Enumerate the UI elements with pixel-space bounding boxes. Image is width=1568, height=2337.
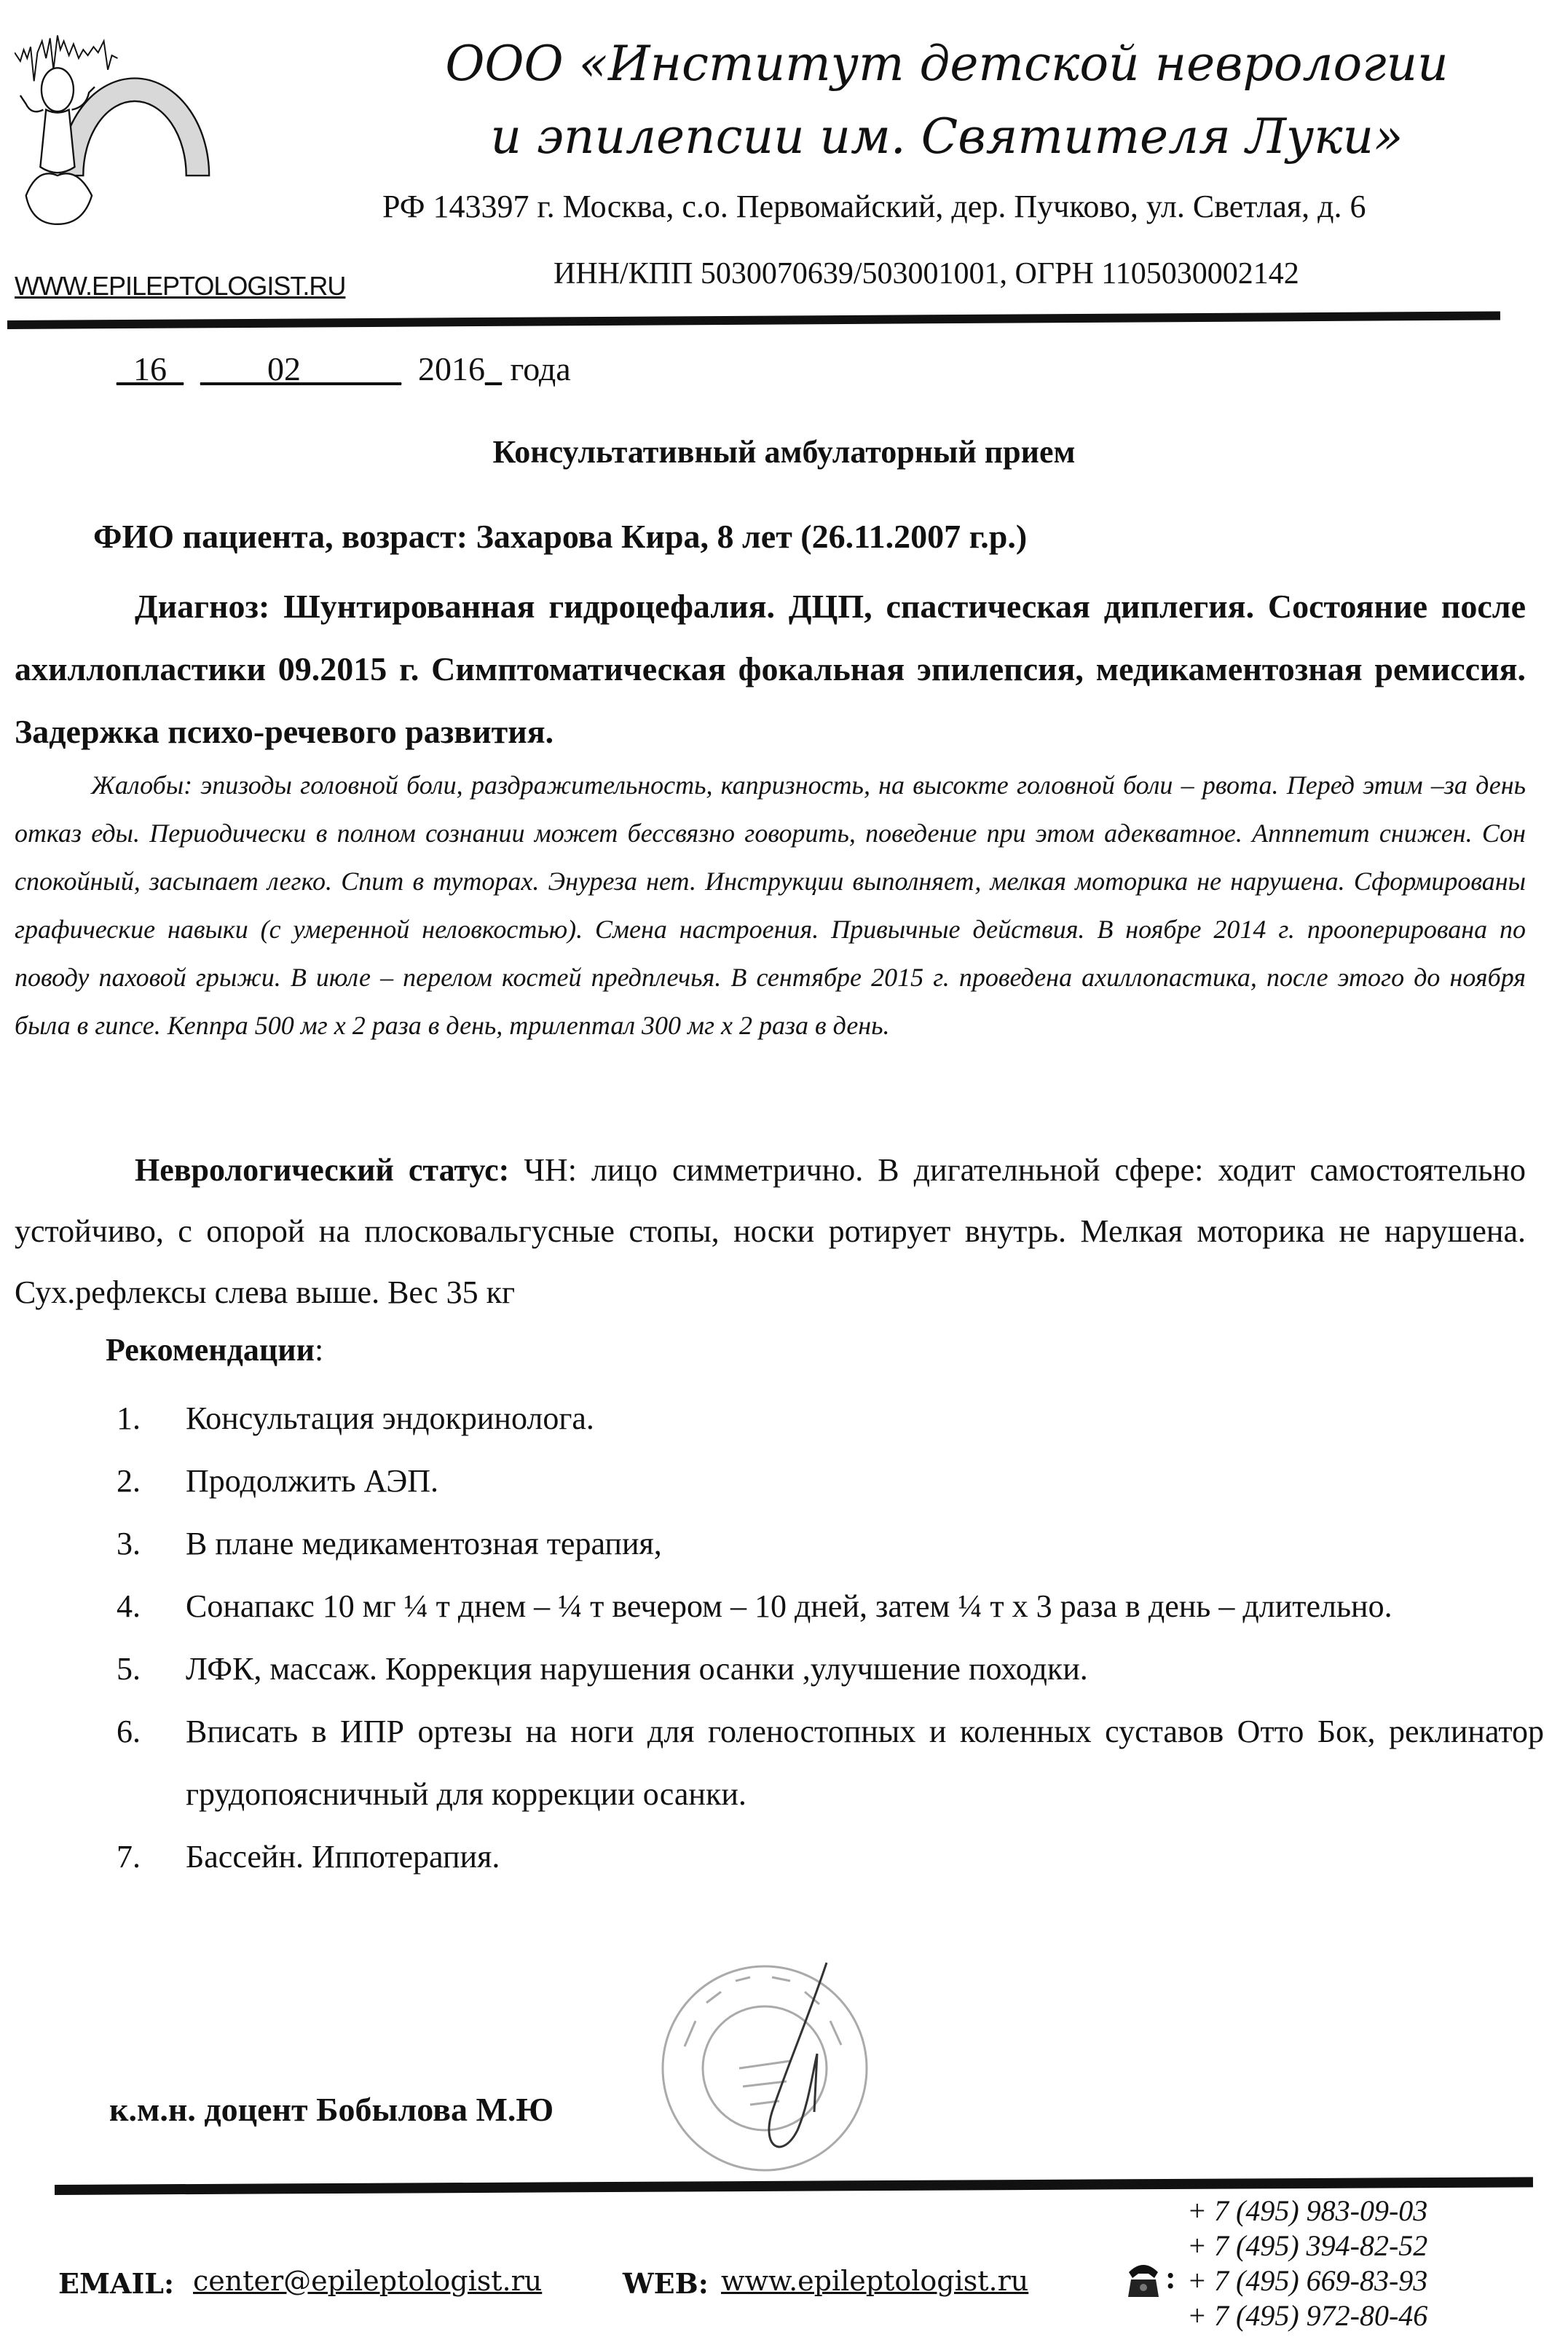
phone-number[interactable]: + 7 (495) 669-83-93: [1187, 2264, 1428, 2297]
recommendation-number: 6.: [117, 1714, 141, 1749]
recommendation-text: В плане медикаментозная терапия,: [186, 1526, 662, 1561]
doctor-stamp: [655, 1959, 874, 2178]
complaints: Жалобы: эпизоды головной боли, раздражительность, капризность, на высокте головной боли – рвота. Перед этим –за день отказ еды. Периодически в полном сознании может бессвязно говорить, поведение при этом адекватное. Апппетит снижен. Сон спокойный, засыпает легко. Спит в туторах. Энуреза нет. Инструкции выполняет, мелкая моторика не нарушена. Сформированы графические навыки (с умеренной неловкостью). Смена настроения. Привычные действия. В ноябре 2014 г. прооперирована по поводу паховой грыжи. В июле – перелом костей предплечья. В сентябре 2015 г. проведена ахиллопастика, после этого до ноября была в гипсе. Кеппра 500 мг х 2 раза в день, трилептал 300 мг х 2 раза в день.: [15, 771, 1526, 1040]
recommendation-number: 5.: [117, 1651, 141, 1687]
recommendation-item: [117, 1387, 1544, 1450]
recommendation-text: Сонапакс 10 мг ¼ т днем – ¼ т вечером – 10 дней, затем ¼ т х 3 раза в день – длительно.: [186, 1588, 1392, 1624]
recommendation-text: Консультация эндокринолога.: [186, 1400, 594, 1436]
recommendation-item: [117, 1513, 1544, 1575]
date-day: 16: [133, 350, 167, 387]
recommendations-heading: [106, 1331, 323, 1368]
recommendation-number: 2.: [117, 1463, 141, 1499]
diagnosis: [15, 575, 1526, 763]
neurological-status: [15, 1140, 1526, 1323]
organization-name: [350, 28, 1544, 173]
recommendation-item: [117, 1575, 1544, 1638]
address: РФ 143397 г. Москва, с.о. Первомайский, дер. Пучково, ул. Светлая, д. 6: [382, 189, 1366, 224]
header-divider: [7, 311, 1500, 329]
recommendations-list: [117, 1387, 1544, 1888]
date-year: 2016: [418, 350, 485, 387]
document-date: _16_ ____02______ 2016_ года: [117, 350, 571, 387]
date-suffix: года: [510, 350, 571, 387]
email-label: EMAIL:: [58, 2267, 175, 2300]
recommendation-item: [117, 1700, 1544, 1826]
recommendation-number: 3.: [117, 1526, 141, 1561]
phone-number[interactable]: + 7 (495) 983-09-03: [1187, 2194, 1428, 2227]
recommendation-number: 7.: [117, 1839, 141, 1875]
date-month: 02: [267, 350, 301, 387]
recommendation-number: 4.: [117, 1588, 141, 1624]
recommendation-text: Бассейн. Иппотерапия.: [186, 1839, 500, 1875]
footer-divider: [55, 2177, 1533, 2195]
web-link[interactable]: www.epileptologist.ru: [721, 2265, 1029, 2297]
recommendation-text: Вписать в ИПР ортезы на ноги для голеностопных и коленных суставов Отто Бок, реклинатор грудопоясничный для коррекции осанки.: [186, 1714, 1544, 1812]
diagnosis-text: Шунтированная гидроцефалия. ДЦП, спастическая диплегия. Состояние после ахиллопластики 09.2015 г. Симптоматическая фокальная эпилепсия, медикаментозная ремиссия. Задержка психо-речевого развития.: [15, 588, 1526, 750]
phone-list: [1187, 2194, 1427, 2333]
email-link[interactable]: center@epileptologist.ru: [193, 2265, 543, 2297]
signature-icon: [769, 1963, 827, 2147]
requisites: ИНН/КПП 5030070639/503001001, ОГРН 1105030002142: [553, 257, 1299, 291]
recommendation-text: ЛФК, массаж. Коррекция нарушения осанки ,улучшение походки.: [186, 1651, 1088, 1687]
recommendations-colon: :: [314, 1332, 324, 1368]
website-link[interactable]: WWW.EPILEPTOLOGIST.RU: [15, 271, 346, 301]
neuro-text: ЧН: лицо симметрично. В дигателньной сфере: ходит самостоятельно устойчиво, с опорой на плосковальгусные стопы, носки ротирует внутрь. Мелкая моторика не нарушена. Сух.рефлексы слева выше. Вес 35 кг: [15, 1152, 1526, 1310]
patient-info: [93, 517, 1027, 556]
neuro-label: Неврологический статус:: [135, 1152, 510, 1188]
org-name-line-1: ООО «Институт детской неврологии: [445, 36, 1449, 92]
phone-number[interactable]: + 7 (495) 394-82-52: [1187, 2229, 1428, 2262]
document-title: Консультативный амбулаторный прием: [492, 434, 1076, 470]
phone-number[interactable]: + 7 (495) 972-80-46: [1187, 2299, 1428, 2332]
recommendation-item: [117, 1450, 1544, 1513]
recommendation-text: Продолжить АЭП.: [186, 1463, 439, 1499]
recommendation-item: [117, 1826, 1544, 1888]
rainbow-arc-icon: [60, 79, 209, 176]
telephone-icon: [1125, 2258, 1162, 2298]
recommendation-number: 1.: [117, 1400, 141, 1436]
org-name-line-2: и эпилепсии им. Святителя Луки»: [490, 109, 1403, 165]
web-label: WEB:: [623, 2267, 709, 2300]
recommendation-item: [117, 1638, 1544, 1700]
institute-logo: [15, 7, 335, 269]
diagnosis-label: Диагноз:: [135, 588, 270, 625]
doctor-signature-line: к.м.н. доцент Бобылова М.Ю: [109, 2091, 554, 2128]
phone-colon: :: [1165, 2260, 1176, 2295]
patient-label: ФИО пациента, возраст:: [93, 518, 468, 555]
patient-value: Захарова Кира, 8 лет (26.11.2007 г.р.): [476, 518, 1028, 555]
recommendations-title: Рекомендации: [106, 1332, 315, 1368]
